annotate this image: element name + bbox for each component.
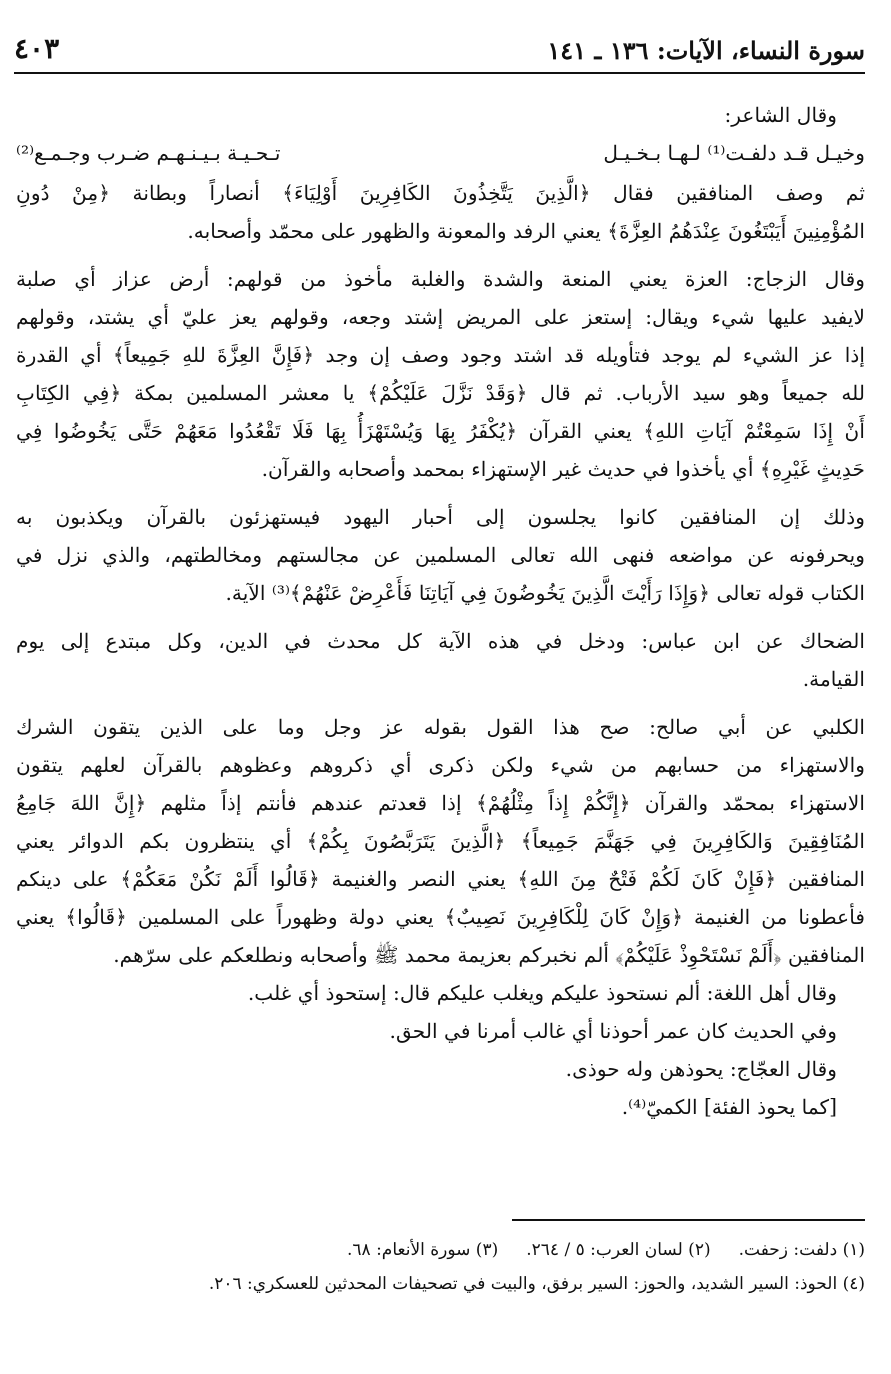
text-line: الضحاك عن ابن عباس: ودخل في هذه الآية كل محدث في الدين، وكل مبتدع إلى يوم — [16, 629, 865, 653]
poem-second-hemistich: تـحـيـة بـيـنـهـم ضـرب وجـمـع⁽²⁾ — [16, 141, 281, 165]
text-line: فأعطونا من الغنيمة ﴿وَإِنْ كَانَ لِلْكَافِرِينَ نَصِيبٌ﴾ يعني دولة وظهوراً على المسلمين ﴿قَالُوا﴾ يعني — [16, 905, 865, 929]
text-line: وقال أهل اللغة: ألم نستحوذ عليكم ويغلب عليكم قال: إستحوذ أي غلب. — [247, 981, 837, 1005]
text-line: وقال العجّاج: يحوذهن وله حوذى. — [565, 1057, 837, 1081]
footnote-row — [16, 1233, 865, 1267]
text-line: أَنْ إِذَا سَمِعْتُمْ آيَاتِ اللهِ﴾ يعني القرآن ﴿يُكْفَرُ بِهَا وَيُسْتَهْزَأُ بِهَا فَلَا تَقْعُدُوا مَعَهُمْ حَتَّى يَخُوضُوا فِي — [16, 419, 865, 443]
text-line: ويحرفونه عن مواضعه فنهى الله تعالى المسلمين عن مجالستهم ومخالطتهم، والذي نزل في — [16, 543, 865, 567]
text-line: المُنَافِقِينَ وَالكَافِرِينَ فِي جَهَنَّمَ جَمِيعاً﴾ ﴿الَّذِينَ يَتَرَبَّصُونَ بِكُمْ﴾ أي ينتظرون بكم الدوائر يعني — [16, 829, 865, 853]
text-line: والاستهزاء من حسابهم من شيء ولكن ذكرى أي ذكروهم وعظوهم بالقرآن لعلهم يتقون — [16, 753, 865, 777]
text-line: القيامة. — [802, 667, 865, 691]
text-line: وذلك إن المنافقين كانوا يجلسون إلى أحبار اليهود فيستهزئون بالقرآن ويكذبون به — [16, 505, 865, 529]
running-title: سورة النساء، الآيات: ١٣٦ ـ ١٤١ — [547, 36, 865, 65]
text-line: الكلبي عن أبي صالح: صح هذا القول بقوله عز وجل وما على الذين يتقون الشرك — [16, 715, 865, 739]
text-line: إذا عز الشيء لم يوجد فتأويله قد اشتد وجود وصف إن وجد ﴿فَإِنَّ العِزَّةَ للهِ جَمِيعاً﴾ أي القدرة — [16, 343, 865, 367]
text-line: الاستهزاء بمحمّد والقرآن ﴿إِنَّكُمْ إِذاً مِثْلُهُمْ﴾ إذا قعدتم عندهم فأنتم إذاً مثلهم ﴿إِنَّ اللهَ جَامِعُ — [16, 791, 865, 815]
text-line: لله جميعاً وهو سيد الأرباب. ثم قال ﴿وَقَدْ نَزَّلَ عَلَيْكُمْ﴾ يا معشر المسلمين بمكة ﴿فِي الكِتَابِ — [16, 381, 865, 405]
text-line: وقال الشاعر: — [724, 103, 837, 127]
text-line: الكتاب قوله تعالى ﴿وَإِذَا رَأَيْتَ الَّذِينَ يَخُوضُونَ فِي آيَاتِنَا فَأَعْرِضْ عَنْهُمْ﴾⁽³⁾ الآية. — [225, 581, 865, 605]
text-line: وفي الحديث كان عمر أحوذنا أي غالب أمرنا في الحق. — [389, 1019, 837, 1043]
text-line: المنافقين ﴿فَإِنْ كَانَ لَكُمْ فَتْحٌ مِنَ اللهِ﴾ يعني النصر والغنيمة ﴿قَالُوا أَلَمْ نَكُنْ مَعَكُمْ﴾ على دينكم — [16, 867, 865, 891]
poem-first-hemistich: وخيـل قـد دلفـت⁽¹⁾ لـهـا بـخـيـل — [603, 141, 865, 165]
text-line: وقال الزجاج: العزة يعني المنعة والشدة والغلبة مأخوذ من قولهم: أرض عزاز أي صلبة — [16, 267, 865, 291]
footnote: (٤) الحوذ: السير الشديد، والحوز: السير برفق، والبيت في تصحيفات المحدثين للعسكري: ٢٠٦. — [208, 1274, 865, 1294]
footnote-separator — [512, 1219, 865, 1221]
text-line: حَدِيثٍ غَيْرِهِ﴾ أي يأخذوا في حديث غير الإستهزاء بمحمد وأصحابه والقرآن. — [261, 457, 865, 481]
footnote: (٣) سورة الأنعام: ٦٨. — [347, 1240, 499, 1260]
footnotes — [16, 1233, 865, 1301]
text-line: ثم وصف المنافقين فقال ﴿الَّذِينَ يَتَّخِذُونَ الكَافِرِينَ أَوْلِيَاءَ﴾ أنصاراً وبطانة ﴿مِنْ دُونِ — [16, 181, 865, 205]
text-line: لايفيد عليها شيء ويقال: إستعز على المريض إشتد وجعه، وقولهم يعز عليّ أي يشتد، وقولهم — [16, 305, 865, 329]
footnote: (١) دلفت: زحفت. — [738, 1240, 865, 1260]
page-number: ٤٠٣ — [14, 32, 60, 65]
text-line: المنافقين ﴿أَلَمْ نَسْتَحْوِذْ عَلَيْكُمْ﴾ ألم نخبركم بعزيمة محمد ﷺ وأصحابه ونطلعكم على سرّهم. — [113, 943, 865, 967]
page-header — [14, 32, 865, 74]
text-line: [كما يحوذ الفئة] الكميّ⁽⁴⁾. — [621, 1095, 837, 1119]
main-text — [16, 96, 865, 1126]
footnote: (٢) لسان العرب: ٥ / ٢٦٤. — [526, 1240, 711, 1260]
poem-verse — [16, 134, 865, 174]
footnote-row — [16, 1267, 865, 1301]
text-line: المُؤْمِنِينَ أَيَبْتَغُونَ عِنْدَهُمُ العِزَّةَ﴾ يعني الرفد والمعونة والظهور على محمّد وأصحابه. — [187, 219, 865, 243]
